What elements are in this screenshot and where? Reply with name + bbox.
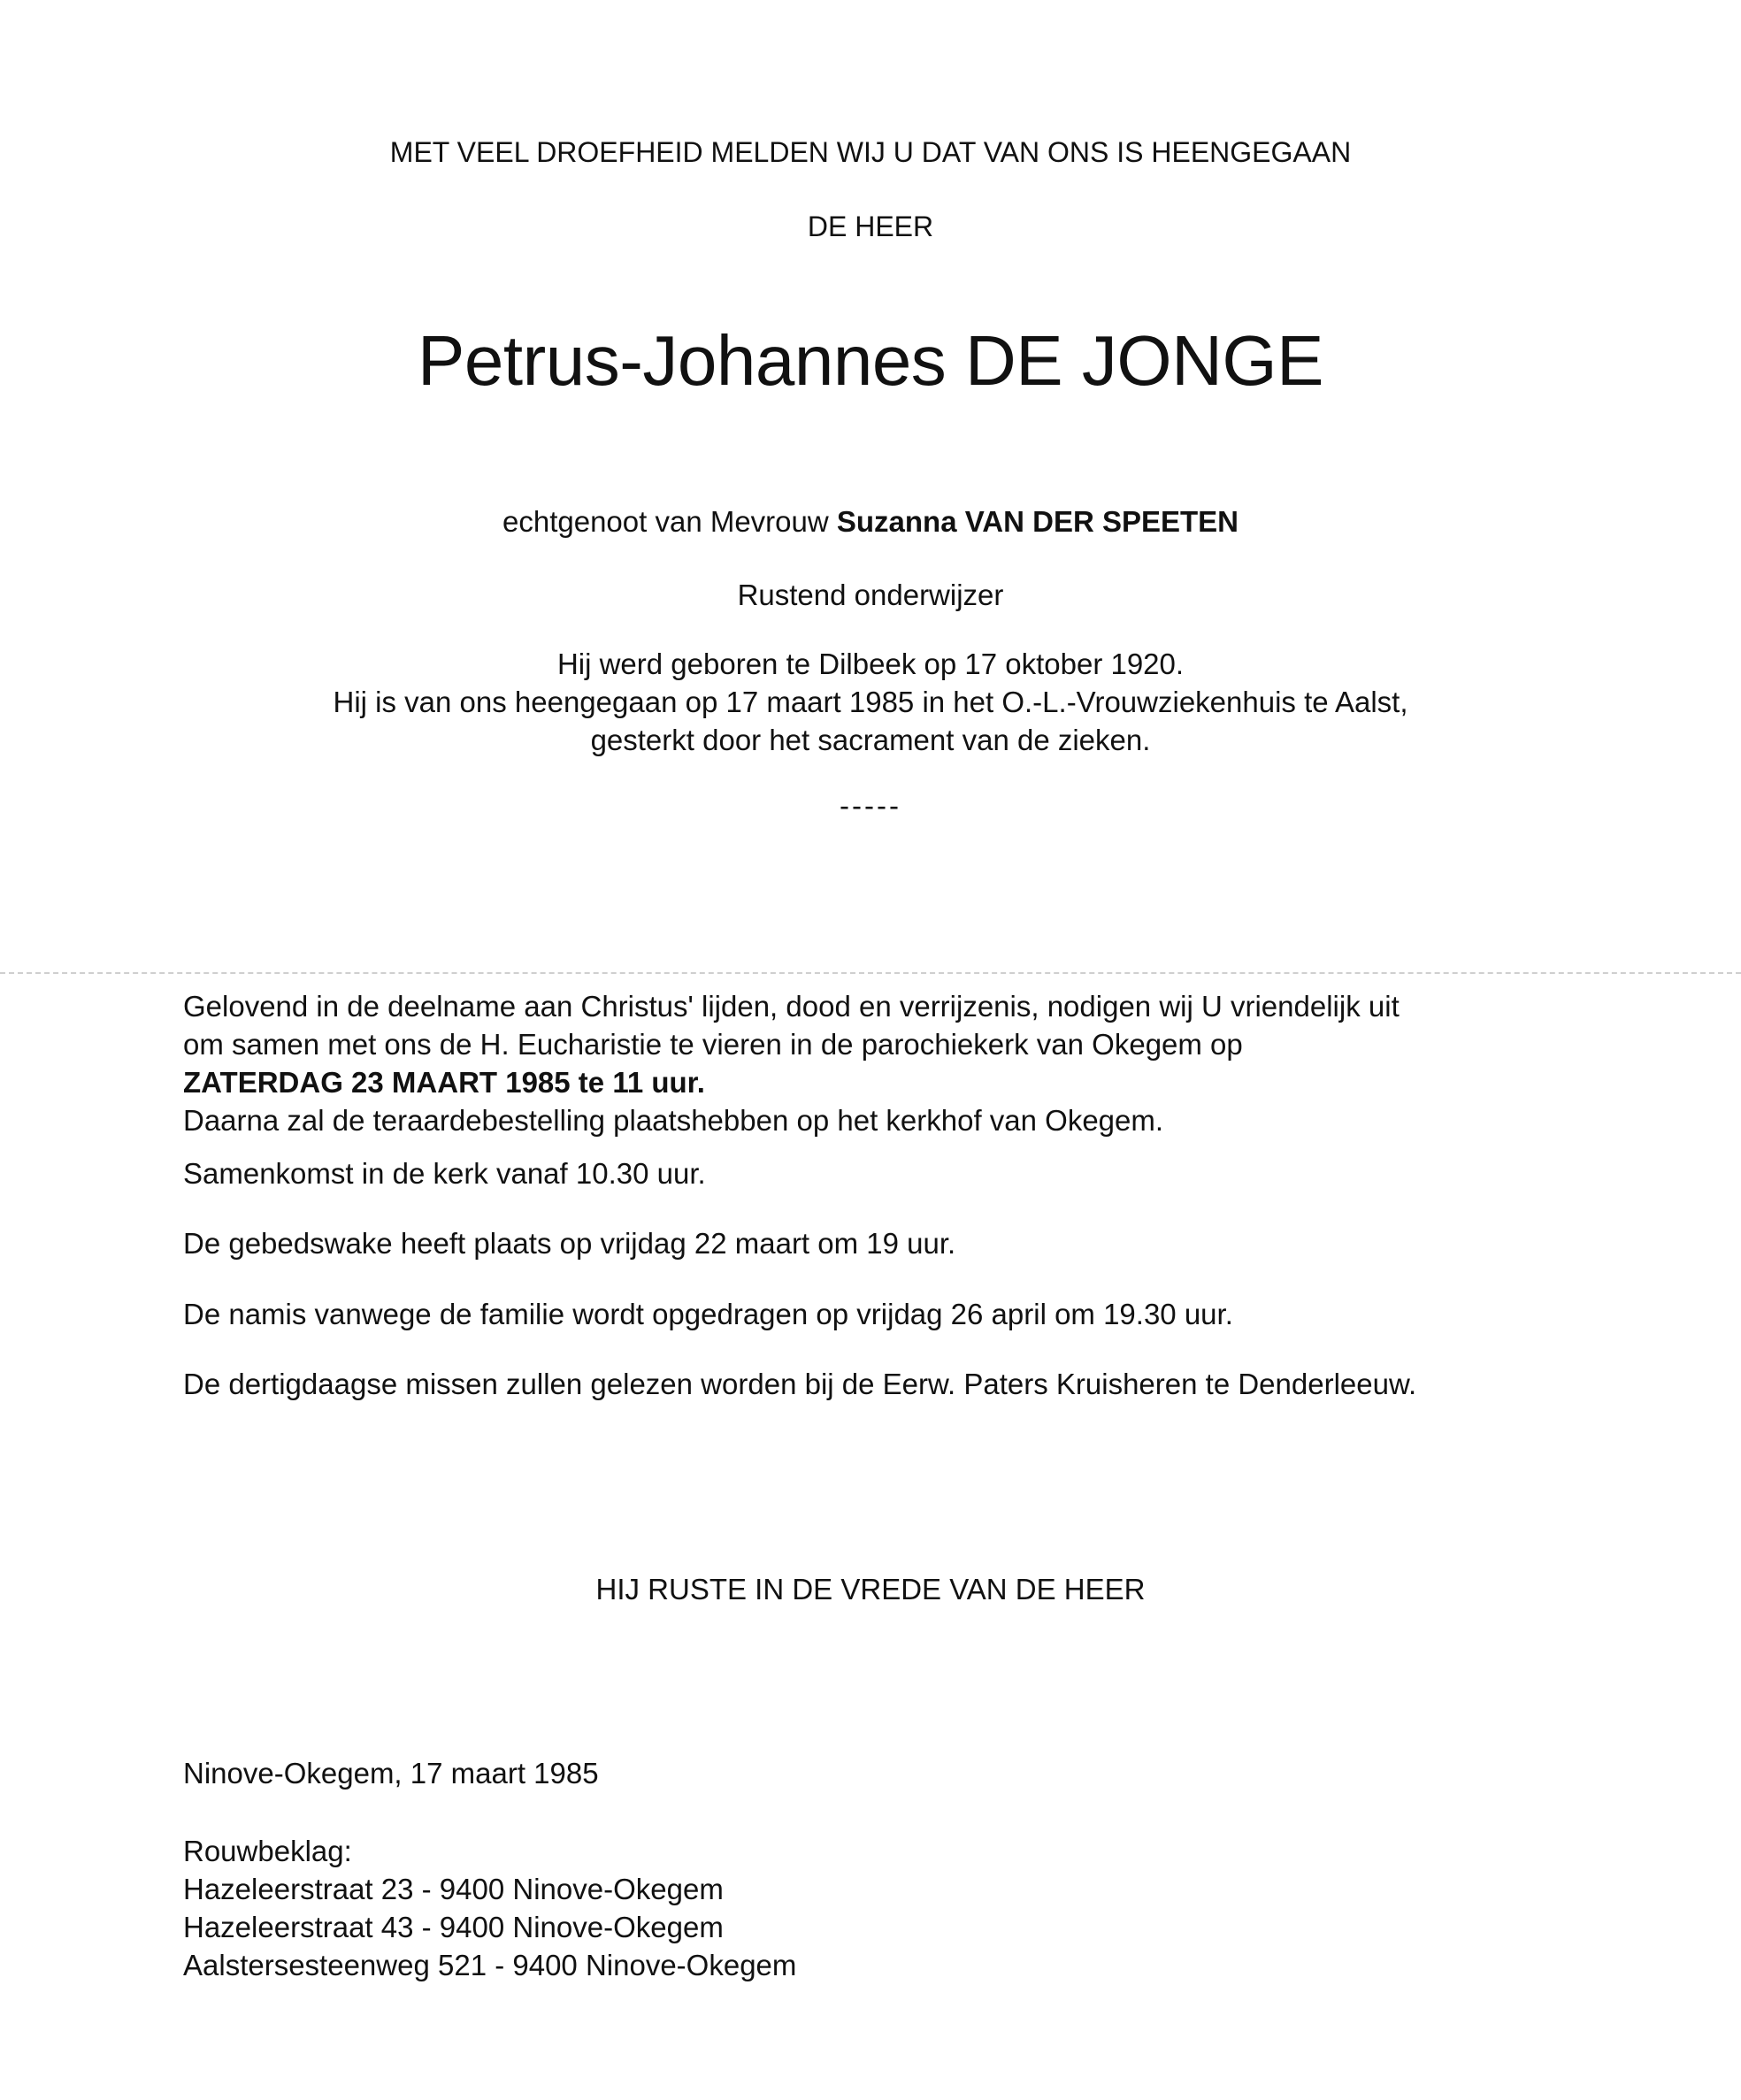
sacrament-line: gesterkt door het sacrament van de zieken. [590, 724, 1151, 756]
address-line: Aalstersesteenweg 521 - 9400 Ninove-Okegem [183, 1949, 797, 1981]
service-line-2: om samen met ons de H. Eucharistie te vieren in de parochiekerk van Okegem op [183, 1028, 1243, 1061]
family-mass-line: De namis vanwege de familie wordt opgedragen op vrijdag 26 april om 19.30 uur. [183, 1298, 1233, 1330]
service-line-1: Gelovend in de deelname aan Christus' lijden, dood en verrijzenis, nodigen wij U vriendelijk uit [183, 990, 1400, 1023]
separator-dashes: ----- [840, 789, 901, 822]
gathering-line: Samenkomst in de kerk vanaf 10.30 uur. [183, 1157, 706, 1190]
fold-line [0, 972, 1741, 974]
blessing-line: HIJ RUSTE IN DE VREDE VAN DE HEER [595, 1573, 1146, 1606]
service-date: ZATERDAG 23 MAART 1985 te 11 uur. [183, 1066, 705, 1099]
vigil-line: De gebedswake heeft plaats op vrijdag 22 maart om 19 uur. [183, 1227, 956, 1260]
announcement-line: MET VEEL DROEFHEID MELDEN WIJ U DAT VAN ONS IS HEENGEGAAN [389, 136, 1352, 168]
death-line: Hij is van ons heengegaan op 17 maart 1985 in het O.-L.-Vrouwziekenhuis te Aalst, [333, 686, 1408, 718]
spouse-name: Suzanna VAN DER SPEETEN [836, 505, 1239, 538]
deceased-name: Petrus-Johannes DE JONGE [418, 321, 1323, 400]
occupation: Rustend onderwijzer [737, 579, 1004, 611]
birth-line: Hij werd geboren te Dilbeek op 17 oktober 1920. [556, 648, 1185, 680]
place-date: Ninove-Okegem, 17 maart 1985 [183, 1757, 599, 1790]
burial-line: Daarna zal de teraardebestelling plaatshebben op het kerkhof van Okegem. [183, 1104, 1164, 1137]
address-line: Hazeleerstraat 23 - 9400 Ninove-Okegem [183, 1873, 724, 1905]
spouse-prefix: echtgenoot van Mevrouw [502, 505, 837, 538]
thirty-days-line: De dertigdaagse missen zullen gelezen worden bij de Eerw. Paters Kruisheren te Denderleeuw. [183, 1368, 1417, 1400]
address-line: Hazeleerstraat 43 - 9400 Ninove-Okegem [183, 1911, 724, 1943]
honorific-title: DE HEER [807, 211, 934, 242]
spouse-line [0, 502, 1741, 540]
condolences-label: Rouwbeklag: [183, 1835, 352, 1867]
